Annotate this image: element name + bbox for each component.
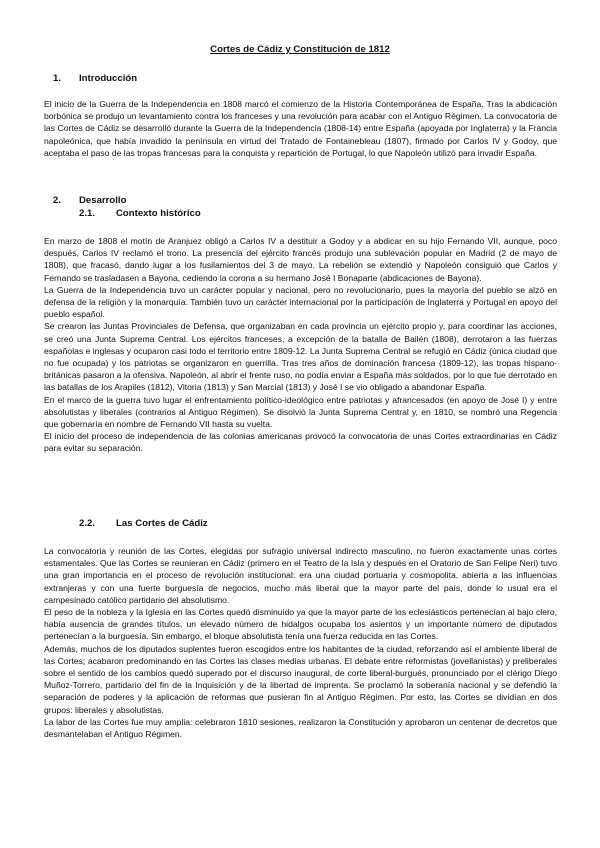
paragraph: La convocatoria y reunión de las Cortes, elegidas por sufragio universal indirecto masculino, no fueron exactamente unas cortes estamentales. Que las Cortes se reunieran en Cádiz (primero en el Teatro de la Isla y después en el Oratorio de San Felipe Neri) tuvo una gran importancia en el proceso de revolución institucional: era una ciudad portuaria y cosmopolita, abierta a las influencias extranjeras y con una fuerte burguesía de negocios, mucho más liberal que la mayor parte del país, donde lo usual era el campesinado católico partidario del absolutismo. [44,546,557,605]
heading-label: Desarrollo [79,195,127,206]
paragraph: Además, muchos de los diputados suplentes fueron escogidos entre los habitantes de la ciudad, reforzando así el ambiente liberal de las Cortes; acabaron predominando en las Cortes las clases medias urbanas. El debate entre reformistas (jovellanistas) y preliberales sobre el sentido de los cambios quedó superado por el discurso inaugural, de corte liberal-burgués, pronunciado por el clérigo Diego Muñoz-Torrero, partidario del fin de la Inquisición y de la libertad de imprenta. Se proclamó la soberanía nacional y se defendió la separación de poderes y la aplicación de reformas que pusieran fin al Antiguo Régimen. Por esto, las Cortes se dividían en dos grupos: liberales y absolutistas. [44,643,557,715]
paragraph: El inicio del proceso de independencia de las colonias americanas provocó la convocatoria de unas Cortes extraordinarias en Cádiz para evitar su separación. [44,431,557,454]
section-contexto-body [44,235,557,455]
paragraph: El inicio de la Guerra de la Independencia en 1808 marcó el comienzo de la Historia Contemporánea de España. Tras la abdicación borbónica se produjo un levantamiento contra los franceses y una revolución para acabar con el Antiguo Régimen. La convocatoria de las Cortes de Cádiz se desarrolló durante la Guerra de la Independencia (1808-14) entre España (apoyada por Inglaterra) y la Francia napoleónica, que había invadido la península en virtud del Tratado de Fontainebleau (1807), firmado por Carlos IV y Godoy, que aceptaba el paso de las tropas francesas para la conquista y repartición de Portugal, lo que Napoleón utilizó para invadir España. [44,99,557,158]
section-introduccion-body [44,98,557,159]
document-title: Cortes de Cádiz y Constitución de 1812 [210,44,390,55]
heading-number: 2. [53,195,62,206]
paragraph: La labor de las Cortes fue muy amplia: celebraron 1810 sesiones, realizaron la Constitución y aprobaron un centenar de decretos que desmantelaban el Antiguo Régimen. [44,716,557,740]
paragraph: La Guerra de la Independencia tuvo un carácter popular y nacional, pero no revolucionario, pues la mayoría del pueblo se alzó en defensa de la religión y la monarquía. También tuvo un carácter internacional por la participación de Inglaterra y Portugal en apoyo del pueblo español. [44,284,557,320]
heading-number: 1. [53,73,62,84]
heading-number: 2.1. [79,208,96,219]
heading-number: 2.2. [79,518,96,529]
paragraph: El peso de la nobleza y la Iglesia en las Cortes quedó disminuido ya que la mayor parte de los eclesiásticos pertenecían al bajo clero, había ausencia de grandes títulos, un elevado número de hidalgos ocupaba los asientos y un importante número de diputados pertenecían a la burguesía. Sin embargo, el bloque absolutista tenía una fuerza reducida en las Cortes. [44,607,557,642]
heading-label: Introducción [79,73,138,84]
paragraph: En marzo de 1808 el motín de Aranjuez obligó a Carlos IV a destituir a Godoy y a abdicar en su hijo Fernando VII, aunque, poco después, Carlos IV reclamó el trono. La presencia del ejército francés produjo una sublevación popular en Madrid (2 de mayo de 1808), que fracasó, dando lugar a los fusilamientos del 3 de mayo. La rebelión se extendió y Napoleón consiguió que Carlos y Fernando se trasladasen a Bayona, cediendo la corona a su hermano José I Bonaparte (abdicaciones de Bayona). [44,236,557,283]
section-cortes-body [44,545,557,740]
paragraph: En el marco de la guerra tuvo lugar el enfrentamiento político-ideológico entre patriotas y afrancesados (en apoyo de José I) y entre absolutistas y liberales (contrarios al Antiguo Régimen). Se disolvió la Junta Suprema Central y, en 1810, se nombró una Regencia que gobernaría en nombre de Fernando VII hasta su vuelta. [44,394,557,430]
paragraph: Se crearon las Juntas Provinciales de Defensa, que organizaban en cada provincia un ejército propio y, para coordinar las acciones, se creó una Junta Suprema Central. Los ejércitos franceses, a excepción de la batalla de Bailén (1808), derrotaron a las fuerzas españolas e inglesas y ocuparon casi todo el territorio entre 1809-12. La Junta Suprema Central se refugió en Cádiz (única ciudad que no fue ocupada) y los patriotas se organizaron en guerrilla. Tras tres años de dominación francesa (1809-12), las tropas hispano-británicas pasaron a la ofensiva. Napoleón, al abrir el frente ruso, no podía enviar a España más soldados, por lo que fue derrotado en las batallas de los Arapiles (1812), Vitoria (1813) y San Marcial (1813) y José I se vio obligado a abandonar España. [44,321,557,393]
heading-label: Las Cortes de Cádiz [116,518,208,529]
heading-label: Contexto histórico [116,208,201,219]
